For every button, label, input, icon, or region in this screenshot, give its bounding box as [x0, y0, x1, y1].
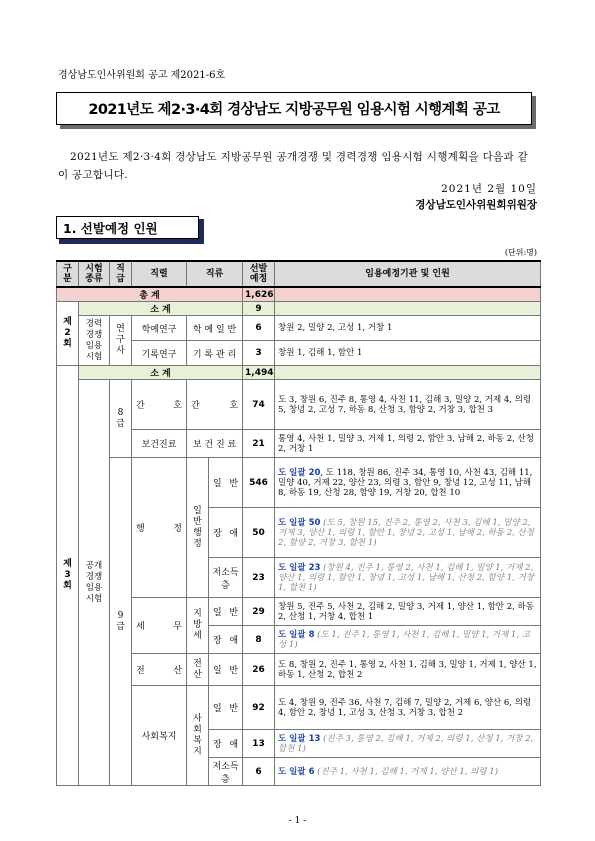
- page-title: 2021년도 제2·3·4회 경상남도 지방공무원 임용시험 시행계획 공고: [56, 92, 532, 125]
- table-row: [57, 458, 541, 508]
- r3-subtotal: 1,494: [243, 366, 275, 380]
- header-gubun: 구분: [57, 261, 79, 287]
- alloc-head: 도 일괄 23: [278, 562, 321, 573]
- field-cell: 보 건 진 료: [187, 430, 243, 458]
- alloc-cell: 창원 5, 진주 5, 사천 2, 김해 2, 밀양 3, 거제 1, 양산 1, 함안 2, 하동 2, 산청 1, 거창 4, 합천 1: [275, 598, 541, 626]
- alloc-cell: [275, 458, 541, 508]
- count-cell: 3: [243, 341, 275, 366]
- header-grade: 직급: [110, 261, 132, 287]
- r3-label: 제 3 회: [57, 366, 79, 786]
- field-cell: 간 호: [187, 380, 243, 430]
- alloc-cell: 도 3, 창원 6, 진주 8, 통영 4, 사천 11, 김해 3, 밀양 2, 거제 4, 의령 5, 창녕 2, 고성 7, 하동 8, 산청 3, 함양 2, 거창 3, 합천 3: [275, 380, 541, 430]
- r2-subtotal-row: [57, 302, 541, 316]
- alloc-rest: (진주 3, 통영 2, 김해 1, 거제 2, 의령 1, 산청 1, 거창 2, 합천 1): [278, 733, 534, 754]
- category-cell: 저소득층: [209, 758, 243, 786]
- r3-exam-type: 공개 경쟁 임용 시험: [79, 380, 110, 786]
- alloc-rest: (도 5, 창원 15, 진주 2, 통영 2, 사천 3, 김해 1, 밀양 2, 거제 3, 양산 1, 의령 1, 함안 1, 창녕 2, 고성 1, 남해 2, 하동 2, 산청 2, 함양 2, 거창 3, 합천 1): [278, 517, 534, 548]
- unit-label: (단위:명): [504, 248, 537, 257]
- grade-8: 8 급: [110, 380, 132, 458]
- series-cell: 보건진료: [132, 430, 187, 458]
- r2-subtotal-label: 소 계: [79, 302, 243, 316]
- alloc-head: 도 일괄 50: [278, 517, 321, 528]
- field-cell: 사 회 복 지: [187, 686, 209, 786]
- category-cell: 일 반: [209, 458, 243, 508]
- alloc-cell: [275, 730, 541, 758]
- count-cell: 8: [243, 626, 275, 654]
- alloc-cell: [275, 558, 541, 598]
- count-cell: 92: [243, 686, 275, 730]
- title-banner: [56, 92, 536, 129]
- notice-number: 경상남도인사위원회 공고 제2021-6호: [58, 70, 226, 81]
- alloc-rest: , 도 118, 창원 86, 진주 34, 통영 10, 사천 43, 김해 11, 밀양 40, 거제 22, 양산 23, 의령 3, 함안 9, 창녕 12, 고성 11, 남해 8, 하동 19, 산청 28, 함양 19, 거창 20, 합천 10: [278, 467, 533, 498]
- alloc-rest: (창원 4, 진주 1, 통영 2, 사천 1, 김해 1, 밀양 1, 거제 2, 양산 1, 의령 1, 함안 1, 창녕 1, 고성 1, 남해 1, 산청 2, 함양 1, 거창 1, 합천 1): [278, 562, 534, 593]
- alloc-cell: 통영 4, 사천 1, 밀양 3, 거제 1, 의령 2, 함안 3, 남해 2, 하동 2, 산청 2, 거창 1: [275, 430, 541, 458]
- notice-date: 2021년 2월 10일: [441, 183, 537, 195]
- r2-label: 제 2 회: [57, 302, 79, 366]
- alloc-head: 도 일괄 13: [278, 733, 321, 744]
- series-cell: 전 산: [132, 654, 187, 686]
- alloc-head: 도 일괄 20: [278, 467, 321, 478]
- alloc-cell: [275, 508, 541, 558]
- count-cell: 50: [243, 508, 275, 558]
- r2-grade: 연 구 사: [110, 316, 132, 366]
- category-cell: 장 애: [209, 730, 243, 758]
- page-number: - 1 -: [288, 816, 307, 826]
- series-cell: 기록연구: [132, 341, 187, 366]
- count-cell: 74: [243, 380, 275, 430]
- count-cell: 29: [243, 598, 275, 626]
- count-cell: 21: [243, 430, 275, 458]
- table-row: [57, 316, 541, 341]
- grand-total-label: 총 계: [57, 287, 243, 302]
- alloc-head: 도 일괄 6: [278, 766, 315, 777]
- category-cell: 일 반: [209, 686, 243, 730]
- count-cell: 13: [243, 730, 275, 758]
- category-cell: 저소득층: [209, 558, 243, 598]
- field-cell: 전 산: [187, 654, 209, 686]
- header-alloc: 임용예정기관 및 인원: [275, 261, 541, 287]
- grand-total-value: 1,626: [243, 287, 275, 302]
- category-cell: 장 애: [209, 508, 243, 558]
- alloc-cell: 창원 1, 김해 1, 함안 1: [275, 341, 541, 366]
- r2-exam-type: 경력 경쟁 임용 시험: [79, 316, 110, 366]
- r3-subtotal-row: [57, 366, 541, 380]
- count-cell: 23: [243, 558, 275, 598]
- alloc-rest: (도 1, 진주 1, 통영 1, 사천 1, 김해 1, 밀양 1, 거제 1, 고성 1): [278, 629, 531, 650]
- series-cell: 간 호: [132, 380, 187, 430]
- header-type: 시험 종류: [79, 261, 110, 287]
- alloc-cell: [275, 758, 541, 786]
- count-cell: 26: [243, 654, 275, 686]
- alloc-rest: (진주 1, 사천 1, 김해 1, 거제 1, 양산 1, 의령 1): [314, 766, 499, 777]
- category-cell: 장 애: [209, 626, 243, 654]
- recruitment-table: [56, 260, 541, 786]
- alloc-head: 도 일괄 8: [278, 629, 315, 640]
- header-field: 직류: [187, 261, 243, 287]
- series-cell: 학예연구: [132, 316, 187, 341]
- grand-total-row: [57, 287, 541, 302]
- count-cell: 546: [243, 458, 275, 508]
- count-cell: 6: [243, 316, 275, 341]
- section-heading-box: [56, 216, 204, 244]
- alloc-cell: 도 4, 창원 9, 진주 36, 사천 7, 김해 7, 밀양 2, 거제 6, 양산 6, 의령 4, 함안 2, 창녕 1, 고성 3, 산청 3, 거창 3, 합천 2: [275, 686, 541, 730]
- count-cell: 6: [243, 758, 275, 786]
- alloc-cell: [275, 626, 541, 654]
- header-series: 직렬: [132, 261, 187, 287]
- field-cell: 일 반 행 정: [187, 458, 209, 598]
- alloc-cell: 창원 2, 밀양 2, 고성 1, 거창 1: [275, 316, 541, 341]
- grade-9: 9 급: [110, 458, 132, 786]
- series-cell: 세 무: [132, 598, 187, 654]
- category-cell: 일 반: [209, 598, 243, 626]
- r2-subtotal: 9: [243, 302, 275, 316]
- category-cell: 일 반: [209, 654, 243, 686]
- section-title: 1. 선발예정 인원: [56, 216, 199, 239]
- field-cell: 지 방 세: [187, 598, 209, 654]
- table-row: [57, 380, 541, 430]
- alloc-cell: 도 8, 창원 2, 진주 1, 통영 2, 사천 1, 김해 3, 밀양 1, 거제 1, 양산 1, 하동 1, 산청 2, 합천 2: [275, 654, 541, 686]
- header-count: 선발 예정: [243, 261, 275, 287]
- series-cell: 사회복지: [132, 686, 187, 786]
- signer: 경상남도인사위원회위원장: [415, 199, 537, 211]
- series-cell: 행 정: [132, 458, 187, 598]
- intro-paragraph: 2021년도 제2·3·4회 경상남도 지방공무원 공개경쟁 및 경력경쟁 임용시험 시행계획을 다음과 같이 공고합니다.: [58, 151, 529, 181]
- r3-subtotal-label: 소 계: [79, 366, 243, 380]
- field-cell: 학 예 일 반: [187, 316, 243, 341]
- field-cell: 기 록 관 리: [187, 341, 243, 366]
